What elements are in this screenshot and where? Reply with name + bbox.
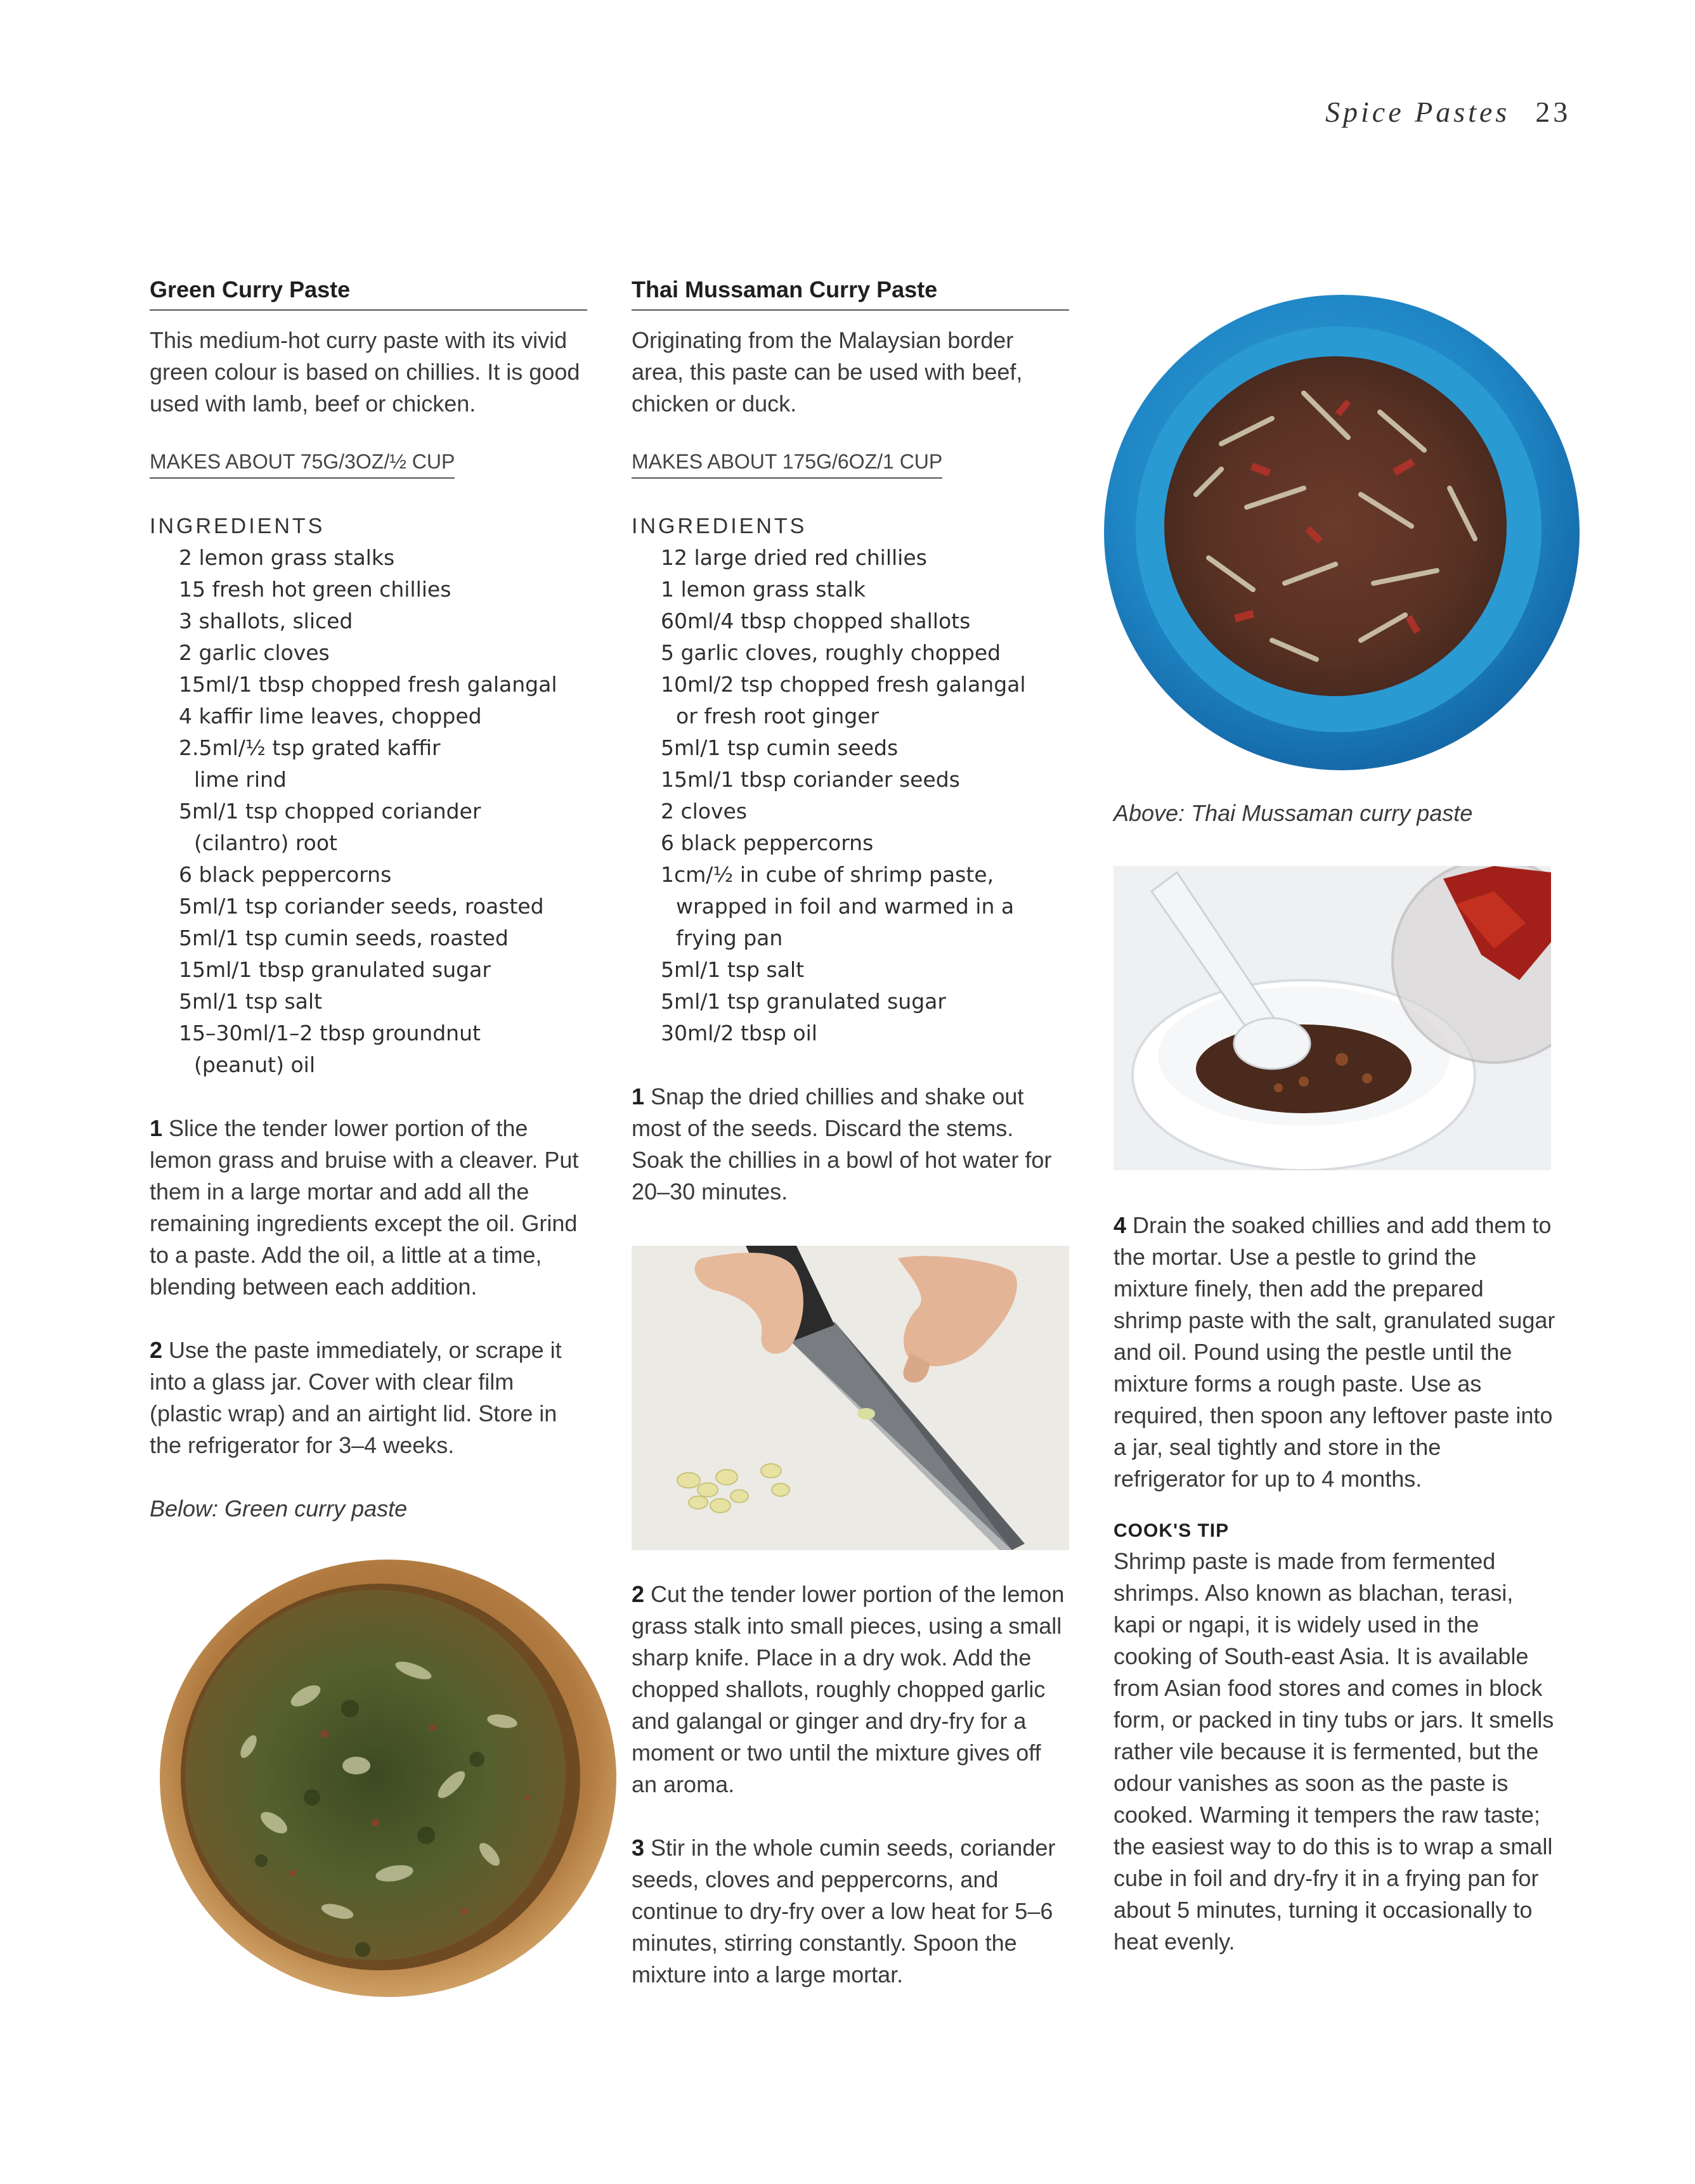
green-curry-ingredients-list <box>150 542 587 1081</box>
mussaman-step-3 <box>632 1832 1069 1991</box>
col3-text <box>1114 1210 1557 1958</box>
ingredient-item: 1 lemon grass stalk <box>661 577 866 602</box>
ingredient-item: lime rind <box>194 767 287 792</box>
ingredient-item: (peanut) oil <box>194 1052 316 1077</box>
mussaman-intro: Originating from the Malaysian border area, this paste can be used with beef, chicken or duck. <box>632 327 1023 417</box>
green-curry-title: Green Curry Paste <box>150 276 587 311</box>
running-head <box>1325 95 1571 129</box>
ingredient-item: 15 fresh hot green chillies <box>179 577 451 602</box>
section-title: Spice Pastes <box>1325 96 1510 128</box>
ingredient-item: or fresh root ginger <box>676 704 880 728</box>
ingredient-item: 15ml/1 tbsp granulated sugar <box>179 957 491 982</box>
ingredient-item: 5ml/1 tsp granulated sugar <box>661 989 946 1014</box>
step-number: 3 <box>632 1835 645 1861</box>
ingredient-item: 2 cloves <box>661 799 748 824</box>
ingredient-item: 15ml/1 tbsp coriander seeds <box>661 767 960 792</box>
mussaman-step-4 <box>1114 1210 1557 1495</box>
step-number: 2 <box>150 1337 163 1363</box>
ingredient-item: 2 lemon grass stalks <box>179 545 395 570</box>
mussaman-steps-lower <box>632 1579 1069 1991</box>
mussaman-paste-bowl-photo <box>1094 285 1583 780</box>
ingredient-item: 6 black peppercorns <box>661 830 874 855</box>
ingredient-item: wrapped in foil and warmed in a <box>676 894 1015 919</box>
ingredient-item: 5 garlic cloves, roughly chopped <box>661 640 1001 665</box>
ingredient-item: 2 garlic cloves <box>179 640 330 665</box>
mussaman-caption-above: Above: Thai Mussaman curry paste <box>1114 800 1473 826</box>
step-number: 1 <box>632 1083 645 1109</box>
step-number: 1 <box>150 1115 163 1141</box>
ingredient-item: 5ml/1 tsp chopped coriander <box>179 799 481 824</box>
green-curry-ingredients-heading: INGREDIENTS <box>150 514 325 538</box>
ingredient-item: 10ml/2 tsp chopped fresh galangal <box>661 672 1026 697</box>
mussaman-yield: MAKES ABOUT 175G/6OZ/1 CUP <box>632 450 942 479</box>
mussaman-step-1 <box>632 1081 1069 1208</box>
ingredient-item: 6 black peppercorns <box>179 862 392 887</box>
step-number: 4 <box>1114 1212 1127 1238</box>
mortar-and-pestle-photo <box>1114 866 1551 1170</box>
mussaman-ingredients-heading: INGREDIENTS <box>632 514 807 538</box>
step-text: Slice the tender lower portion of the lemon grass and bruise with a cleaver. Put them in a large mortar and add all the remaining ingredients except the oil. Grind to a paste. Add the oil, a little at a time, blending between each addition. <box>150 1115 579 1300</box>
green-curry-caption: Below: Green curry paste <box>150 1496 408 1522</box>
ingredient-item: 5ml/1 tsp salt <box>179 989 323 1014</box>
ingredient-item: frying pan <box>676 926 783 950</box>
ingredient-item: 5ml/1 tsp cumin seeds <box>661 735 899 760</box>
chopping-lemongrass-photo <box>632 1246 1069 1550</box>
ingredient-item: 5ml/1 tsp cumin seeds, roasted <box>179 926 509 950</box>
ingredient-item: 5ml/1 tsp salt <box>661 957 805 982</box>
mussaman-title: Thai Mussaman Curry Paste <box>632 276 1069 311</box>
mussaman-ingredients-list <box>632 542 1069 1049</box>
green-curry-intro: This medium-hot curry paste with its vivid green colour is based on chillies. It is good used with lamb, beef or chicken. <box>150 327 580 417</box>
green-curry-column <box>150 276 587 1525</box>
mussaman-column <box>632 276 1069 1208</box>
step-text: Drain the soaked chillies and add them to the mortar. Use a pestle to grind the mixture finely, then add the prepared shrimp paste with the salt, granulated sugar and oil. Pound using the pestle until the mixture forms a rough paste. Use as required, then spoon any leftover paste into a jar, seal tightly and store in the refrigerator for up to 4 months. <box>1114 1212 1555 1492</box>
green-curry-step-2 <box>150 1334 587 1461</box>
cooks-tip-text: Shrimp paste is made from fermented shrimps. Also known as blachan, terasi, kapi or ngapi, it is widely used in the cooking of South-east Asia. It is available from Asian food stores and comes in block form, or packed in tiny tubs or jars. It smells rather vile because it is fermented, but the odour vanishes as soon as the paste is cooked. Warming it tempers the raw taste; the easiest way to do this is to wrap a small cube in foil and dry-fry it in a frying pan for about 5 minutes, turning it occasionally to heat evenly. <box>1114 1548 1554 1955</box>
step-text: Cut the tender lower portion of the lemon grass stalk into small pieces, using a small sharp knife. Place in a dry wok. Add the chopped shallots, roughly chopped garlic and galangal or ginger and dry-fry for a moment or two until the mixture gives off an aroma. <box>632 1581 1065 1797</box>
page-number: 23 <box>1535 96 1571 128</box>
ingredient-item: 30ml/2 tbsp oil <box>661 1021 817 1045</box>
ingredient-item: 15ml/1 tbsp chopped fresh galangal <box>179 672 557 697</box>
ingredient-item: 5ml/1 tsp coriander seeds, roasted <box>179 894 544 919</box>
ingredient-item: 60ml/4 tbsp chopped shallots <box>661 609 971 633</box>
green-curry-paste-photo <box>147 1556 616 2013</box>
ingredient-item: 1cm/½ in cube of shrimp paste, <box>661 862 994 887</box>
ingredient-item: 3 shallots, sliced <box>179 609 353 633</box>
green-curry-yield: MAKES ABOUT 75G/3OZ/½ CUP <box>150 450 455 479</box>
cooks-tip-heading: COOK'S TIP <box>1114 1520 1230 1541</box>
step-text: Snap the dried chillies and shake out most of the seeds. Discard the stems. Soak the chillies in a bowl of hot water for 20–30 minutes. <box>632 1083 1052 1205</box>
mussaman-step-2 <box>632 1579 1069 1800</box>
ingredient-item: 4 kaffir lime leaves, chopped <box>179 704 482 728</box>
step-text: Use the paste immediately, or scrape it into a glass jar. Cover with clear film (plastic wrap) and an airtight lid. Store in the refrigerator for 3–4 weeks. <box>150 1337 562 1458</box>
step-text: Stir in the whole cumin seeds, coriander seeds, cloves and peppercorns, and continue to dry-fry over a low heat for 5–6 minutes, stirring constantly. Spoon the mixture into a large mortar. <box>632 1835 1056 1987</box>
ingredient-item: 15–30ml/1–2 tbsp groundnut <box>179 1021 481 1045</box>
ingredient-item: 2.5ml/½ tsp grated kaffir <box>179 735 441 760</box>
green-curry-step-1 <box>150 1113 587 1303</box>
ingredient-item: (cilantro) root <box>194 830 337 855</box>
step-number: 2 <box>632 1581 645 1607</box>
ingredient-item: 12 large dried red chillies <box>661 545 927 570</box>
